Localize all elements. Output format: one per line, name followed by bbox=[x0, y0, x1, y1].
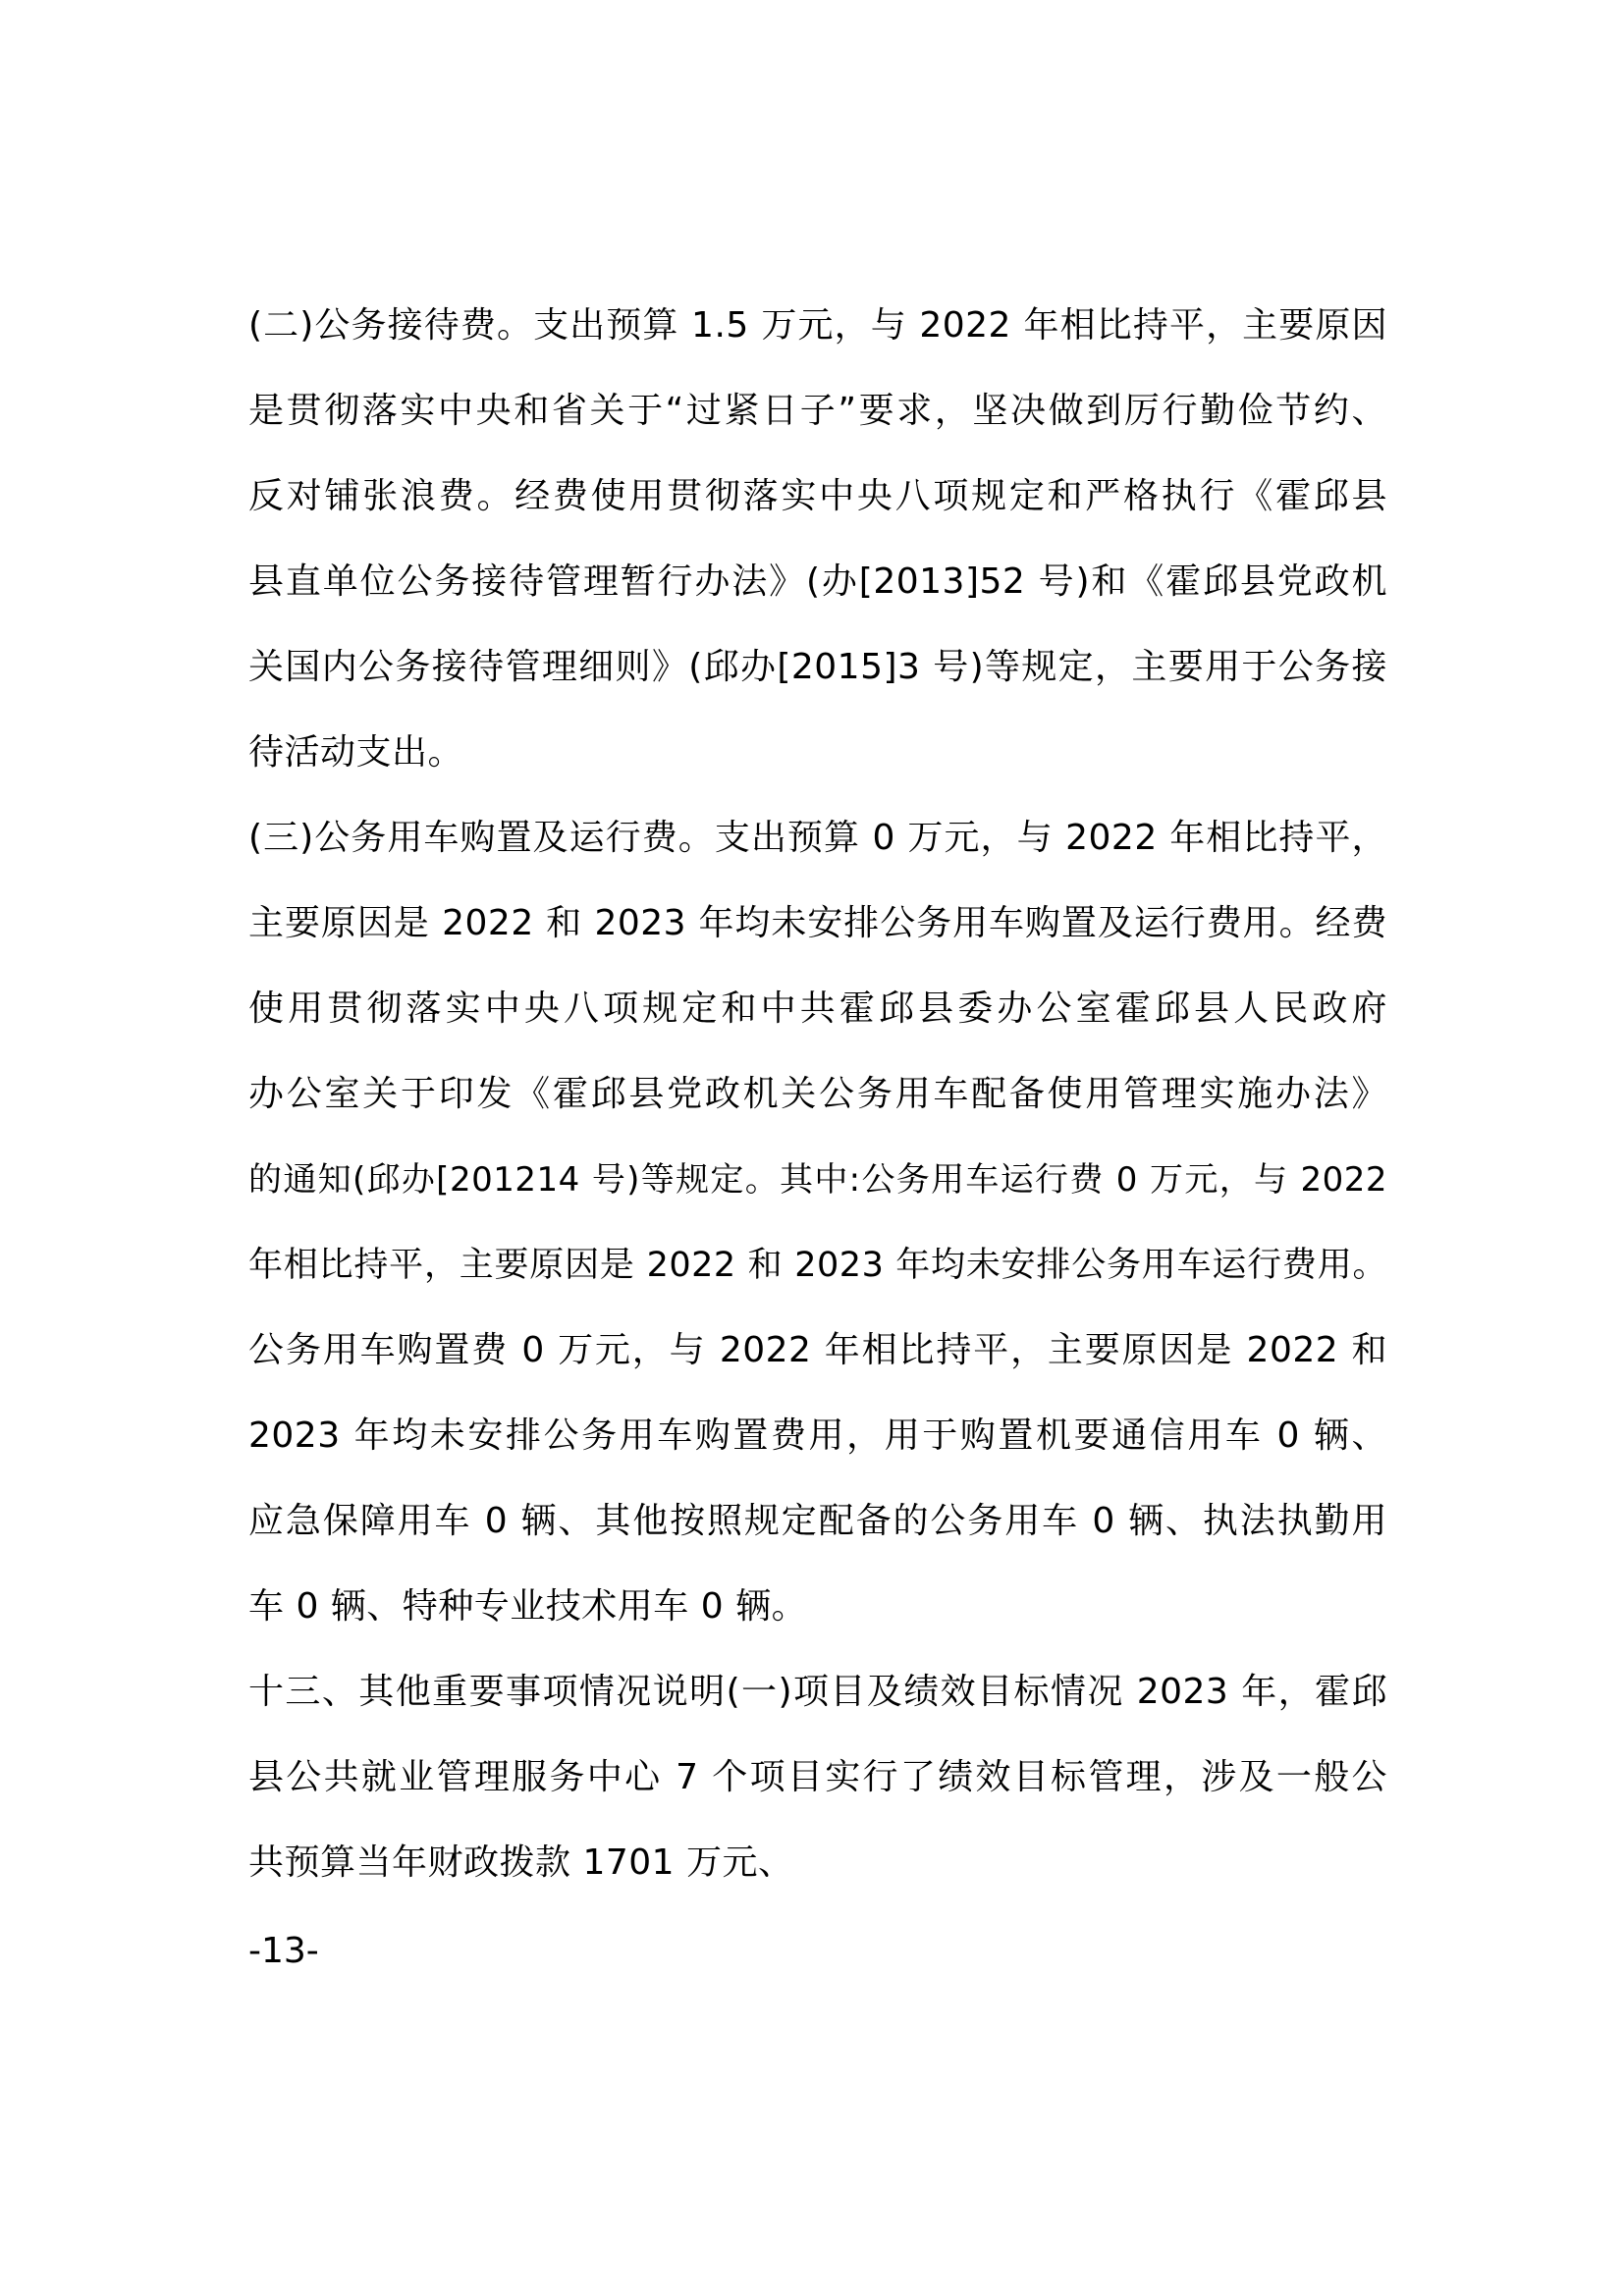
text-line: 的通知(邱办[201214 号)等规定。其中:公务用车运行费 0 万元，与 2022 bbox=[248, 1160, 1387, 1200]
text-line: 2023 年均未安排公务用车购置费用，用于购置机要通信用车 0 辆、 bbox=[248, 1415, 1387, 1456]
text-line: 应急保障用车 0 辆、其他按照规定配备的公务用车 0 辆、执法执勤用 bbox=[248, 1501, 1387, 1541]
text-line: 反对铺张浪费。经费使用贯彻落实中央八项规定和严格执行《霍邱县 bbox=[248, 476, 1387, 516]
text-line: (二)公务接待费。支出预算 1.5 万元，与 2022 年相比持平，主要原因 bbox=[248, 305, 1387, 346]
text-line: 县公共就业管理服务中心 7 个项目实行了绩效目标管理，涉及一般公 bbox=[248, 1757, 1387, 1797]
text-line: (三)公务用车购置及运行费。支出预算 0 万元，与 2022 年相比持平， bbox=[248, 818, 1387, 858]
text-line: 是贯彻落实中央和省关于“过紧日子”要求，坚决做到厉行勤俭节约、 bbox=[248, 391, 1387, 431]
text-line: 十三、其他重要事项情况说明(一)项目及绩效目标情况 2023 年，霍邱 bbox=[248, 1672, 1387, 1712]
text-line: 主要原因是 2022 和 2023 年均未安排公务用车购置及运行费用。经费 bbox=[248, 903, 1387, 943]
text-line: 车 0 辆、特种专业技术用车 0 辆。 bbox=[248, 1586, 808, 1627]
text-line: 办公室关于印发《霍邱县党政机关公务用车配备使用管理实施办法》 bbox=[248, 1074, 1387, 1114]
text-line: 使用贯彻落实中央八项规定和中共霍邱县委办公室霍邱县人民政府 bbox=[248, 988, 1387, 1029]
text-line: 公务用车购置费 0 万元，与 2022 年相比持平，主要原因是 2022 和 bbox=[248, 1330, 1387, 1370]
text-line: 年相比持平，主要原因是 2022 和 2023 年均未安排公务用车运行费用。 bbox=[248, 1246, 1387, 1285]
text-line: 待活动支出。 bbox=[248, 732, 464, 773]
text-line: 关国内公务接待管理细则》(邱办[2015]3 号)等规定，主要用于公务接 bbox=[248, 647, 1387, 687]
text-line: 县直单位公务接待管理暂行办法》(办[2013]52 号)和《霍邱县党政机 bbox=[248, 561, 1387, 602]
page-number: -13- bbox=[248, 1931, 319, 1971]
text-line: 共预算当年财政拨款 1701 万元、 bbox=[248, 1842, 794, 1883]
